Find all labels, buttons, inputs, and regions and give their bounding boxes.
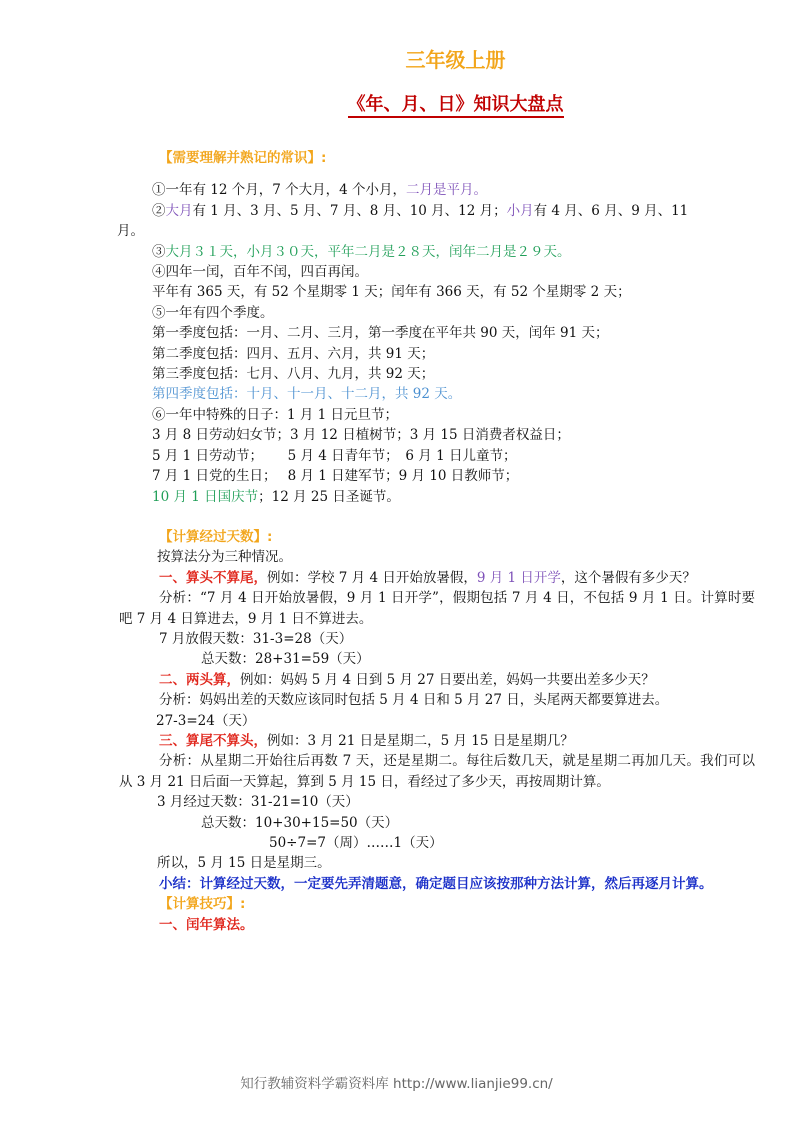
case-text: 例如：妈妈 5 月 4 日到 5 月 27 日要出差，妈妈一共要出差多少天？ — [240, 671, 655, 688]
fact-line-8: 第二季度包括：四月、五月、六月，共 91 天； — [152, 345, 435, 362]
section-heading-days: 【计算经过天数】: — [159, 528, 273, 545]
fact-text: 有 4 月、6 月、9 月、11 — [533, 202, 689, 219]
page-footer: 知行教辅资料学霸资料库 http://www.lianjie99.cn/ — [240, 1076, 553, 1092]
days-summary: 小结：计算经过天数，一定要先弄清题意，确定题目应该按那种方法计算，然后再逐月计算。 — [159, 875, 713, 892]
fact-text: 有 1 月、3 月、5 月、7 月、8 月、10 月、12 月； — [192, 202, 507, 219]
spacer — [119, 507, 755, 527]
spacer — [119, 168, 755, 180]
fact-line-14: 7 月 1 日党的生日； 8 月 1 日建军节；9 月 10 日教师节； — [152, 468, 519, 485]
fact-text: ；12 月 25 日圣诞节。 — [258, 488, 400, 505]
case-text: ，这个暑假有多少天？ — [560, 569, 696, 586]
case-2-analysis: 分析：妈妈出差的天数应该同时包括 5 月 4 日和 5 月 27 日，头尾两天都要算进去。 — [159, 692, 669, 709]
fact-line-6: ⑤一年有四个季度。 — [152, 304, 274, 321]
case-1-example — [119, 568, 755, 588]
case-2-calc: 27-3=24（天） — [156, 712, 256, 729]
case-label: 一、算头不算尾， — [159, 569, 267, 586]
fact-highlight: 10 月 1 日国庆节 — [152, 488, 259, 505]
section-heading-facts: 【需要理解并熟记的常识】: — [159, 150, 327, 166]
case-1-calc-1: 7 月放假天数：31-3=28（天） — [159, 630, 353, 647]
fact-line-5: 平年有 365 天，有 52 个星期零 1 天；闰年有 366 天，有 52 个星期零 2 天； — [152, 284, 631, 301]
tips-item-1: 一、闰年算法。 — [159, 916, 254, 933]
case-3-result: 所以，5 月 15 日是星期三。 — [157, 855, 331, 872]
case-text: 例如：学校 7 月 4 日开始放暑假， — [267, 569, 477, 586]
days-intro: 按算法分为三种情况。 — [157, 549, 292, 566]
page-title: 三年级上册 — [405, 48, 506, 72]
section-heading-tips: 【计算技巧】: — [159, 896, 246, 913]
fact-line-13: 5 月 1 日劳动节； 5 月 4 日青年节； 6 月 1 日儿童节； — [152, 447, 517, 464]
fact-line-3 — [119, 242, 755, 262]
case-highlight: 9 月 1 日开学 — [476, 569, 561, 586]
fact-line-9: 第三季度包括：七月、八月、九月，共 92 天； — [152, 366, 435, 383]
fact-line-1 — [119, 180, 755, 200]
page-subtitle — [0, 90, 793, 116]
fact-text: ③ — [152, 243, 166, 260]
fact-line-12: 3 月 8 日劳动妇女节；3 月 12 日植树节；3 月 15 日消费者权益日； — [152, 427, 570, 444]
subtitle-text: 《年、月、日》知识大盘点 — [348, 94, 564, 118]
case-3-calc-3: 50÷7=7（周）……1（天） — [269, 835, 443, 851]
document-body — [119, 148, 755, 935]
fact-line-10: 第四季度包括：十月、十一月、十二月，共 92 天。 — [152, 386, 462, 403]
fact-highlight: 大月３１天，小月３０天，平年二月是２８天，闰年二月是２９天。 — [165, 243, 571, 260]
fact-line-2-cont: 月。 — [117, 223, 144, 240]
case-label: 二、两头算， — [159, 671, 240, 688]
case-3-calc-1: 3 月经过天数：31-21=10（天） — [157, 794, 359, 811]
case-text: 例如：3 月 21 日是星期二，5 月 15 日是星期几？ — [267, 732, 574, 749]
case-3-example — [119, 731, 755, 751]
fact-highlight: 二月是平月。 — [406, 182, 488, 199]
case-label: 三、算尾不算头， — [159, 732, 267, 749]
fact-line-11: ⑥一年中特殊的日子：1 月 1 日元旦节； — [152, 406, 399, 423]
fact-line-2 — [119, 201, 755, 221]
fact-line-15 — [119, 487, 755, 507]
case-3-analysis: 分析：从星期二开始往后再数 7 天，还是星期二。每往后数几天，就是星期二再加几天。我们可以从 3 月 21 日后面一天算起，算到 5 月 15 日，看经过了多少天，再按周期计算。 — [119, 753, 755, 790]
fact-highlight: 小月 — [506, 202, 534, 219]
fact-highlight: 大月 — [165, 202, 193, 219]
case-1-calc-2: 总天数：28+31=59（天） — [201, 651, 370, 668]
case-3-calc-2: 总天数：10+30+15=50（天） — [201, 814, 399, 831]
case-1-analysis: 分析：“7 月 4 日开始放暑假，9 月 1 日开学”，假期包括 7 月 4 日，不包括 9 月 1 日。计算时要吧 7 月 4 日算进去，9 月 1 日不算进去。 — [119, 590, 755, 627]
fact-text: ①一年有 12 个月，7 个大月，4 个小月， — [152, 182, 407, 199]
fact-line-4: ④四年一闰，百年不闰，四百再闰。 — [152, 264, 368, 281]
fact-text: ② — [152, 202, 166, 219]
fact-line-7: 第一季度包括：一月、二月、三月，第一季度在平年共 90 天，闰年 91 天； — [152, 325, 609, 342]
case-2-example — [119, 670, 755, 690]
